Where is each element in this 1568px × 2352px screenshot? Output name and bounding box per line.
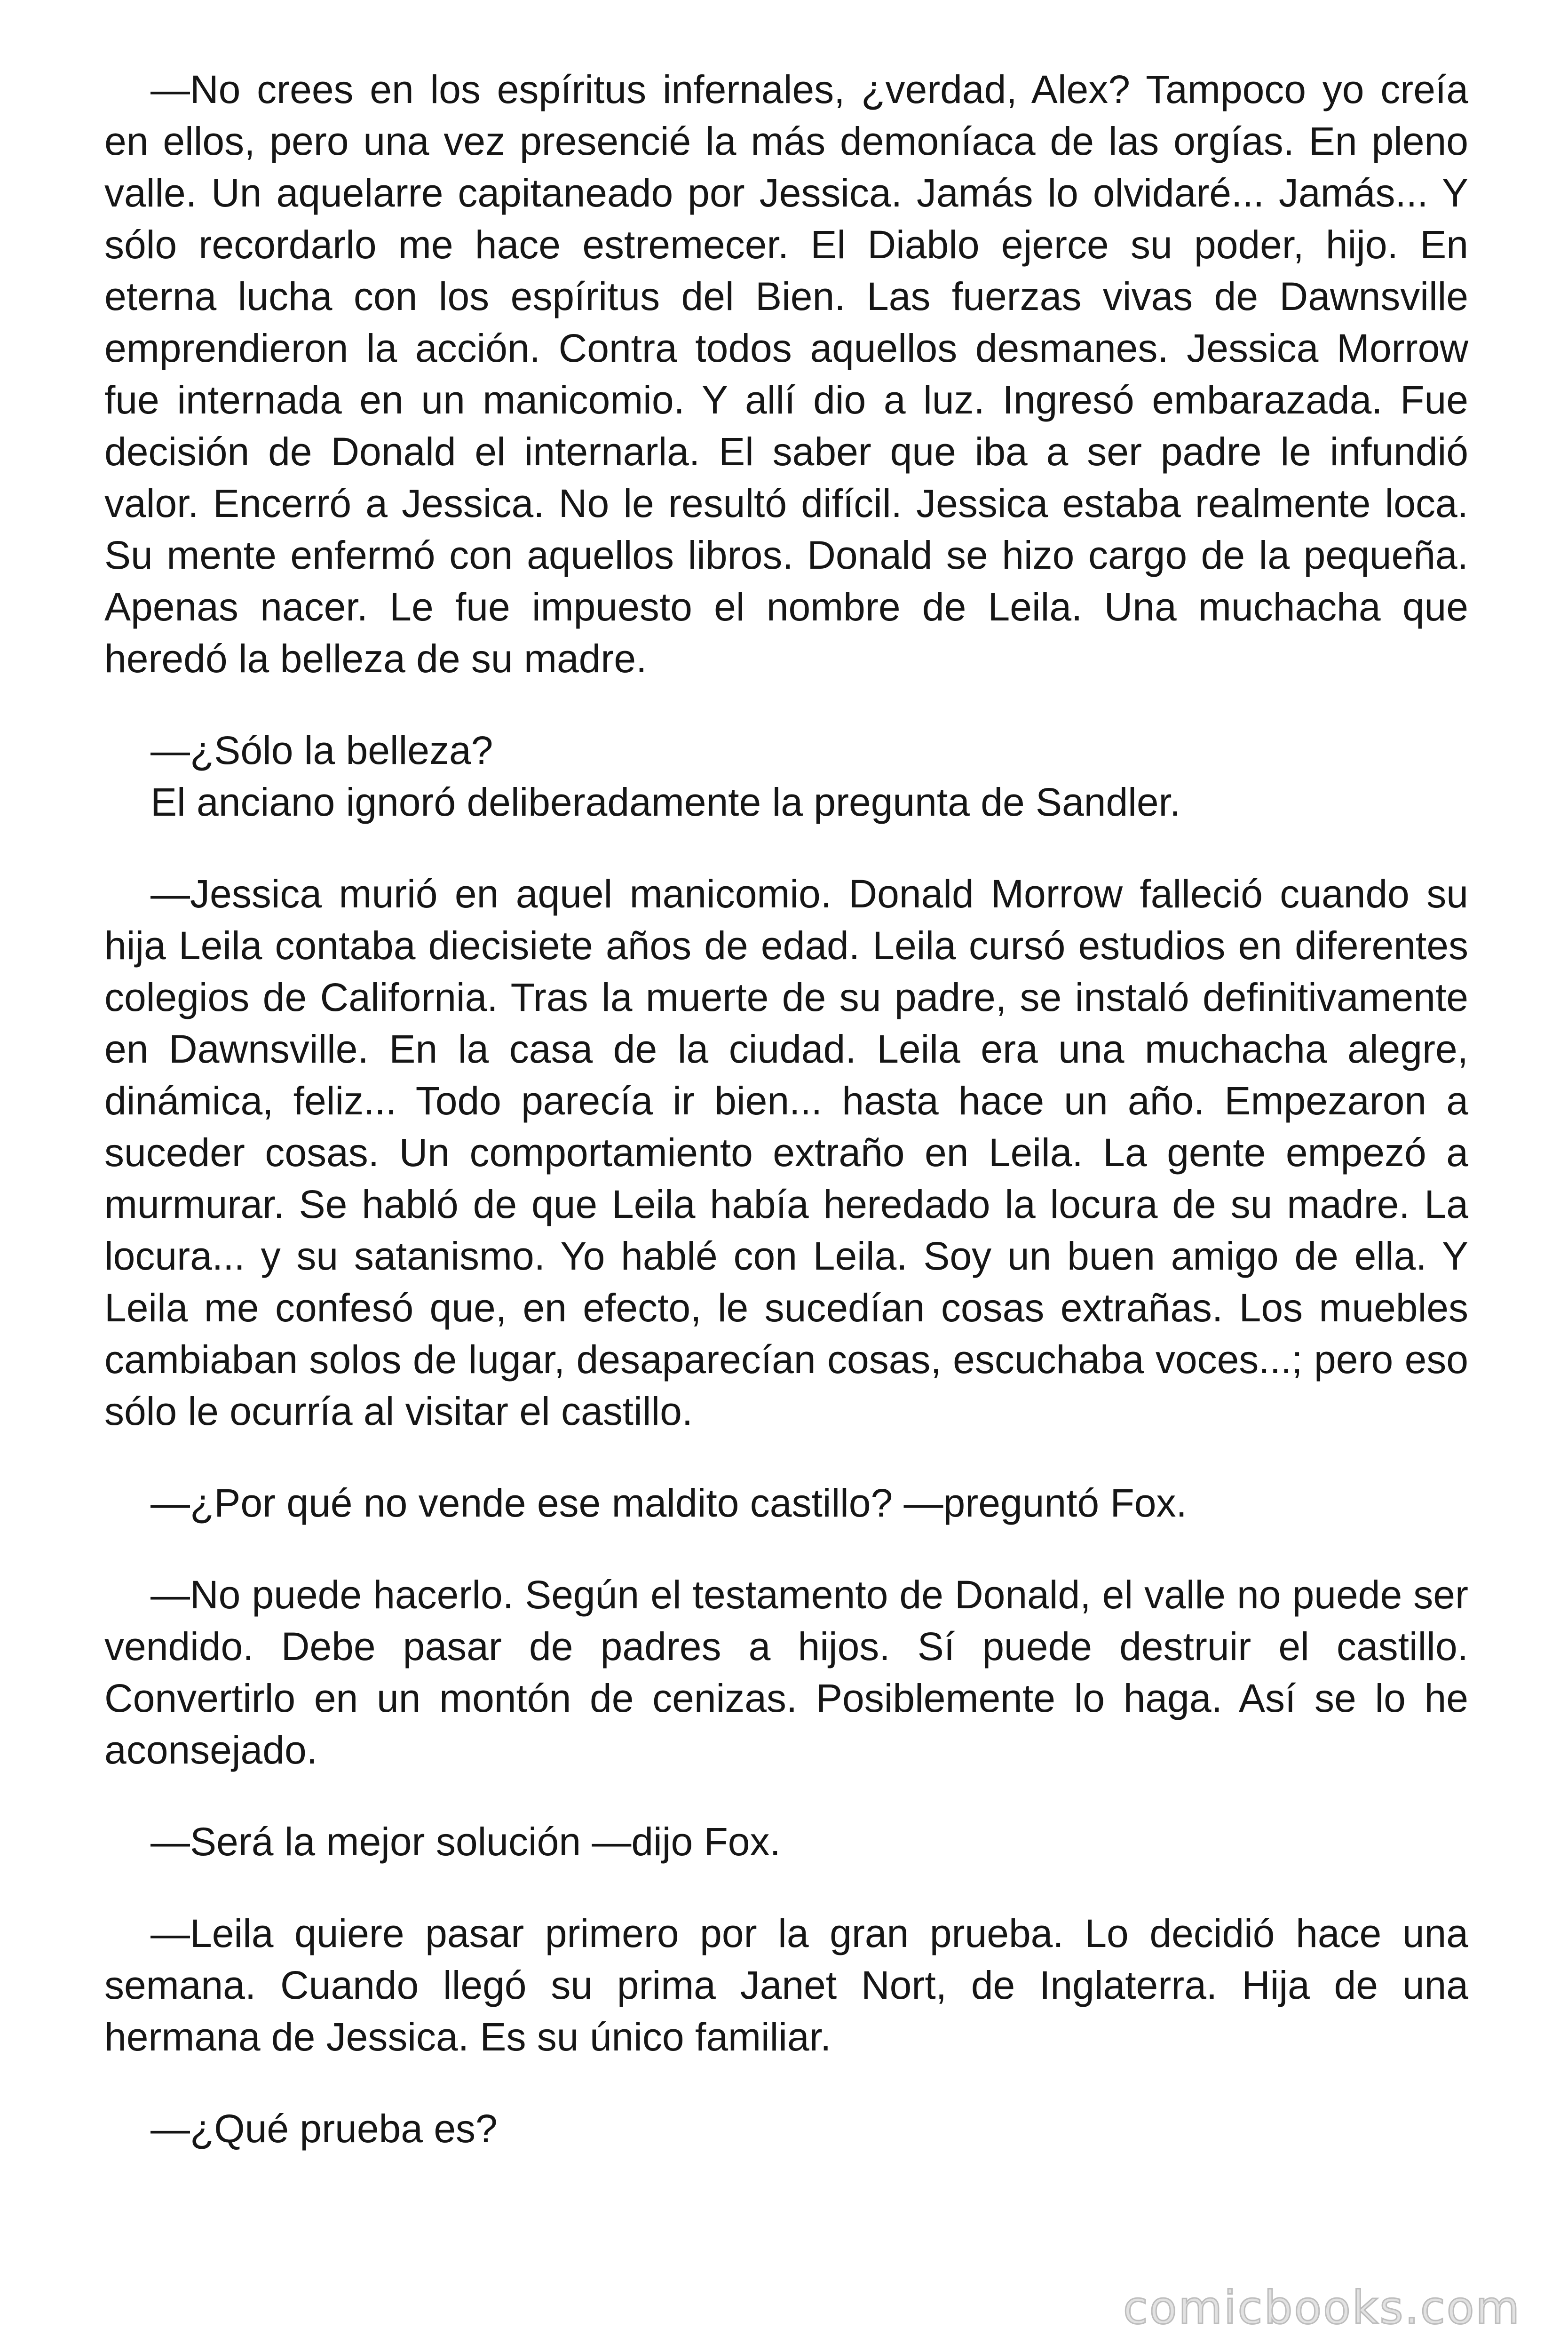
paragraph-3: El anciano ignoró deliberadamente la pregunta de Sandler.	[150, 780, 1181, 824]
paragraph-5: —¿Por qué no vende ese maldito castillo? —preguntó Fox.	[150, 1481, 1187, 1525]
paragraph-9: —¿Qué prueba es?	[150, 2106, 498, 2151]
watermark: comicbooks.com	[1123, 2281, 1521, 2334]
paragraph-4: —Jessica murió en aquel manicomio. Donald Morrow falleció cuando su hija Leila contaba diecisiete años de edad. Leila cursó estudios en diferentes colegios de California. Tras la muerte de su padre, se instaló definitivamente en Dawnsville. En la casa de la ciudad. Leila era una muchacha alegre, dinámica, feliz... Todo parecía ir bien... hasta hace un año. Empezaron a suceder cosas. Un comportamiento extraño en Leila. La gente empezó a murmurar. Se habló de que Leila había heredado la locura de su madre. La locura... y su satanismo. Yo hablé con Leila. Soy un buen amigo de ella. Y Leila me confesó que, en efecto, le sucedían cosas extrañas. Los muebles cambiaban solos de lugar, desaparecían cosas, escuchaba voces...; pero eso sólo le ocurría al visitar el castillo.	[104, 872, 1468, 1433]
page-text	[104, 64, 1468, 2194]
paragraph-7: —Será la mejor solución —dijo Fox.	[150, 1820, 781, 1864]
paragraph-2: —¿Sólo la belleza?	[150, 728, 493, 772]
paragraph-8: —Leila quiere pasar primero por la gran prueba. Lo decidió hace una semana. Cuando llegó su prima Janet Nort, de Inglaterra. Hija de una hermana de Jessica. Es su único familiar.	[104, 1911, 1468, 2059]
paragraph-1: —No crees en los espíritus infernales, ¿verdad, Alex? Tampoco yo creía en ellos, pero una vez presencié la más demoníaca de las orgías. En pleno valle. Un aquelarre capitaneado por Jessica. Jamás lo olvidaré... Jamás... Y sólo recordarlo me hace estremecer. El Diablo ejerce su poder, hijo. En eterna lucha con los espíritus del Bien. Las fuerzas vivas de Dawnsville emprendieron la acción. Contra todos aquellos desmanes. Jessica Morrow fue internada en un manicomio. Y allí dio a luz. Ingresó embarazada. Fue decisión de Donald el internarla. El saber que iba a ser padre le infundió valor. Encerró a Jessica. No le resultó difícil. Jessica estaba realmente loca. Su mente enfermó con aquellos libros. Donald se hizo cargo de la pequeña. Apenas nacer. Le fue impuesto el nombre de Leila. Una muchacha que heredó la belleza de su madre.	[104, 67, 1468, 681]
paragraph-6: —No puede hacerlo. Según el testamento de Donald, el valle no puede ser vendido. Debe pasar de padres a hijos. Sí puede destruir el castillo. Convertirlo en un montón de cenizas. Posiblemente lo haga. Así se lo he aconsejado.	[104, 1573, 1468, 1772]
